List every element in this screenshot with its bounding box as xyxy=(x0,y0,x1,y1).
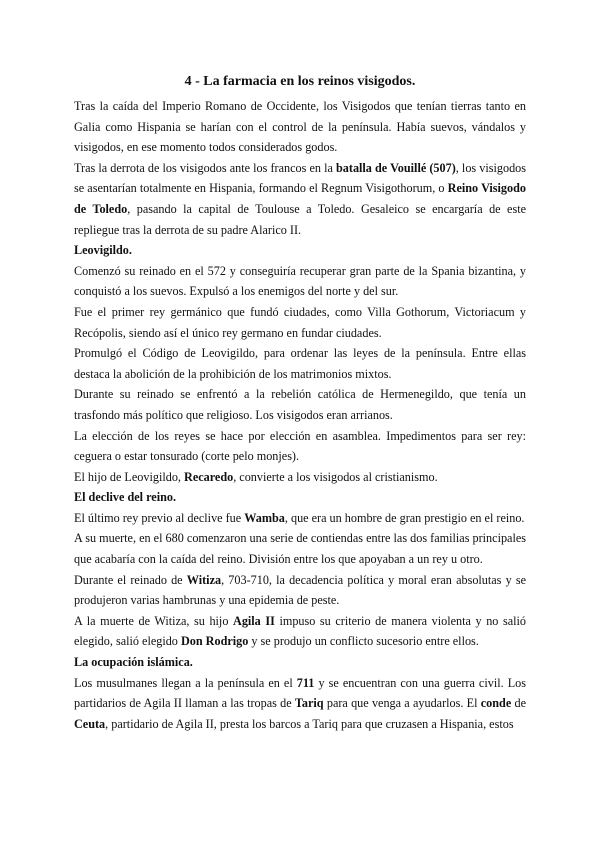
paragraph-musulmanes: Los musulmanes llegan a la península en el 711 y se encuentran con una guerra civil. Los partidarios de Agila II llaman a las tropas de Tariq para que venga a ayudarlos. El conde de Ceuta, partidario de Agila II, presta los barcos a Tariq para que cruzasen a Hispania, estos xyxy=(74,675,526,731)
paragraph-intro: Tras la caída del Imperio Romano de Occidente, los Visigodos que tenían tierras tanto en Galia como Hispania se harían con el control de la península. Había suevos, vándalos y visigodos, en ese momento todos considerados godos. xyxy=(74,99,526,155)
paragraph-recaredo: El hijo de Leovigildo, Recaredo, convierte a los visigodos al cristianismo. xyxy=(74,469,438,484)
heading-ocupacion: La ocupación islámica. xyxy=(74,655,193,670)
paragraph-hermenegildo: Durante su reinado se enfrentó a la rebelión católica de Hermenegildo, que tenía un trasfondo más político que religioso. Los visigodos eran arrianos. xyxy=(74,387,526,422)
heading-leovigildo: Leovigildo. xyxy=(74,243,132,258)
paragraph-vouille: Tras la derrota de los visigodos ante los francos en la batalla de Vouillé (507), los visigodos se asentarían totalmente en Hispania, formando el Regnum Visigothorum, o Reino Visigodo de Toledo, pasando la capital de Toulouse a Toledo. Gesaleico se encargaría de este repliegue tras la derrota de su padre Alarico II. xyxy=(74,160,527,237)
paragraph-election: La elección de los reyes se hace por elección en asamblea. Impedimentos para ser rey: ceguera o estar tonsurado (corte pelo monjes). xyxy=(74,428,526,464)
paragraph-contiendas: A su muerte, en el 680 comenzaron una serie de contiendas entre las dos familias principales que acabaría con la caída del reino. División entre los que apoyaban a un rey u otro. xyxy=(74,531,526,567)
document-body xyxy=(74,96,526,734)
paragraph-cities: Fue el primer rey germánico que fundó ciudades, como Villa Gothorum, Victoriacum y Recópolis, siendo así el único rey germano en fundar ciudades. xyxy=(74,304,526,340)
document-title: 4 - La farmacia en los reinos visigodos. xyxy=(184,74,416,89)
heading-declive: El declive del reino. xyxy=(74,490,177,505)
paragraph-agila: A la muerte de Witiza, su hijo Agila II impuso su criterio de manera violenta y no salió elegido, salió elegido Don Rodrigo y se produjo un conflicto sucesorio entre ellos. xyxy=(74,613,526,649)
paragraph-code: Promulgó el Código de Leovigildo, para ordenar las leyes de la península. Entre ellas destaca la abolición de la prohibición de los matrimonios mixtos. xyxy=(74,346,526,381)
paragraph-witiza: Durante el reinado de Witiza, 703-710, la decadencia política y moral eran absolutas y se produjeron varias hambrunas y una epidemia de peste. xyxy=(74,572,526,608)
paragraph-reign-start: Comenzó su reinado en el 572 y conseguiría recuperar gran parte de la Spania bizantina, y conquistó a los suevos. Expulsó a los enemigos del norte y del sur. xyxy=(74,263,526,299)
paragraph-wamba: El último rey previo al declive fue Wamba, que era un hombre de gran prestigio en el reino. xyxy=(74,510,525,525)
